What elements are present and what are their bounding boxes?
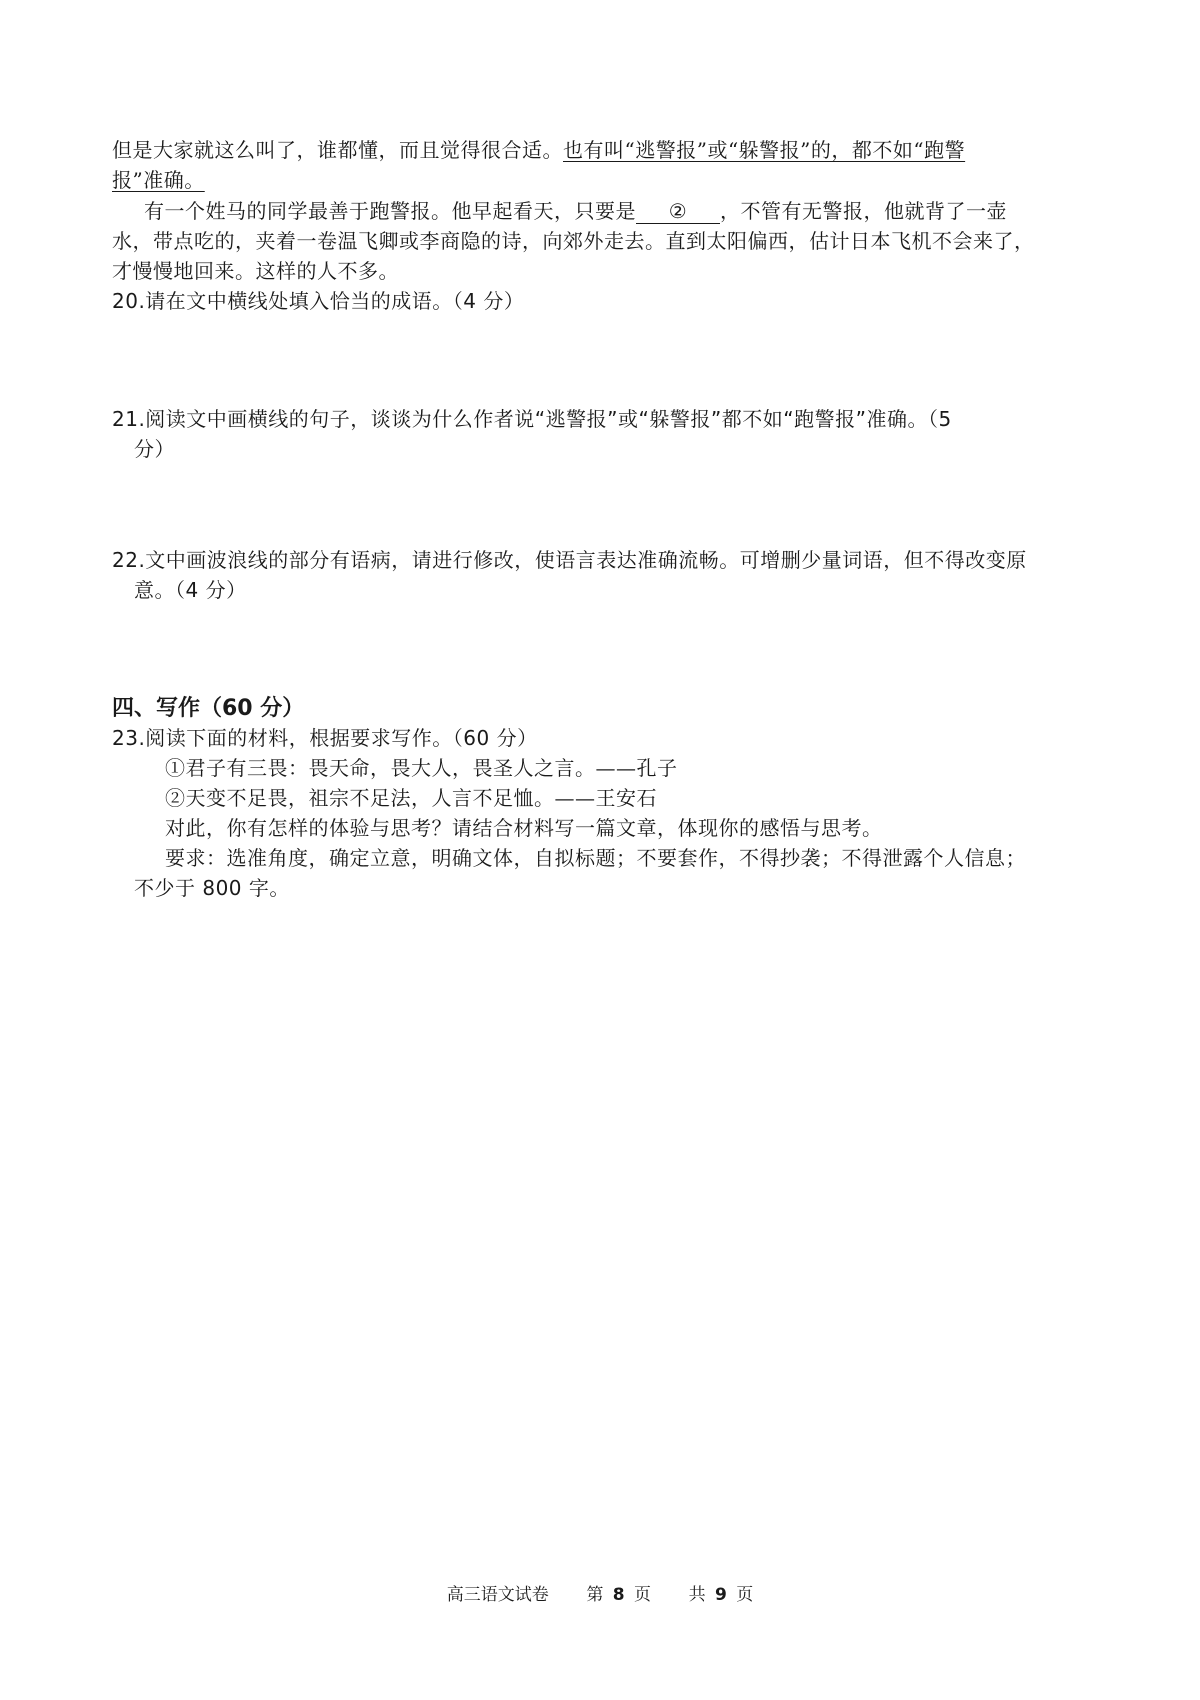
requirements-text: 要求：选准角度，确定立意，明确文体，自拟标题；不要套作，不得抄袭；不得泄露个人信息； [165, 846, 1026, 870]
writing-requirements [165, 843, 1102, 873]
passage-text: 水，带点吃的，夹着一卷温飞卿或李商隐的诗，向郊外走去。直到太阳偏西，估计日本飞机不会来了， [112, 229, 1035, 253]
question-22-cont [134, 575, 1124, 605]
question-21-text-cont: 分） [134, 437, 175, 461]
total-suffix: 页 [736, 1585, 754, 1605]
page-prefix: 第 [586, 1585, 604, 1605]
quote-2-text: ②天变不足畏，祖宗不足法，人言不足恤。——王安石 [165, 786, 657, 810]
question-20-text: 20.请在文中横线处填入恰当的成语。（4 分） [112, 289, 525, 313]
passage-line-4 [112, 226, 1102, 256]
question-22-text: 22.文中画波浪线的部分有语病，请进行修改，使语言表达准确流畅。可增删少量词语，但不得改变原 [112, 548, 1027, 572]
passage-text: 才慢慢地回来。这样的人不多。 [112, 259, 399, 283]
question-22-text-cont: 意。（4 分） [134, 578, 247, 602]
passage-text: ，不管有无警报，他就背了一壶 [720, 199, 1007, 223]
fill-blank-2[interactable]: ② [636, 199, 720, 224]
question-22 [112, 545, 1102, 575]
page-total: 9 [715, 1585, 727, 1605]
page-mid: 页 [634, 1585, 651, 1605]
material-quote-1 [165, 753, 1102, 783]
passage-line-3 [144, 196, 1102, 226]
page-footer [0, 1583, 1200, 1607]
underlined-sentence-end: 报”准确。 [112, 168, 205, 192]
question-21-text: 21.阅读文中画横线的句子，谈谈为什么作者说“逃警报”或“躲警报”都不如“跑警报”准确。（5 [112, 407, 952, 431]
writing-prompt-text: 对此，你有怎样的体验与思考？请结合材料写一篇文章，体现你的感悟与思考。 [165, 816, 883, 840]
underlined-sentence: 也有叫“逃警报”或“躲警报”的，都不如“跑警 [563, 138, 966, 162]
passage-line-1 [112, 135, 1102, 165]
question-21 [112, 404, 1102, 434]
passage-line-5 [112, 256, 1102, 286]
passage-text: 有一个姓马的同学最善于跑警报。他早起看天，只要是 [144, 199, 636, 223]
question-23-text: 23.阅读下面的材料，根据要求写作。（60 分） [112, 726, 538, 750]
requirements-text-cont: 不少于 800 字。 [134, 876, 290, 900]
writing-requirements-cont [134, 873, 1124, 903]
question-23 [112, 723, 1102, 753]
question-20 [112, 286, 1102, 316]
total-prefix: 共 [688, 1585, 706, 1605]
exam-name: 高三语文试卷 [446, 1585, 549, 1605]
question-21-cont [134, 434, 1124, 464]
passage-text: 但是大家就这么叫了，谁都懂，而且觉得很合适。 [112, 138, 563, 162]
passage-line-2 [112, 165, 1102, 195]
section-title-writing: 四、写作（60 分） [112, 696, 305, 721]
page-number: 8 [612, 1585, 625, 1605]
quote-1-text: ①君子有三畏：畏天命，畏大人，畏圣人之言。——孔子 [165, 756, 678, 780]
material-quote-2 [165, 783, 1102, 813]
writing-prompt [165, 813, 1102, 843]
